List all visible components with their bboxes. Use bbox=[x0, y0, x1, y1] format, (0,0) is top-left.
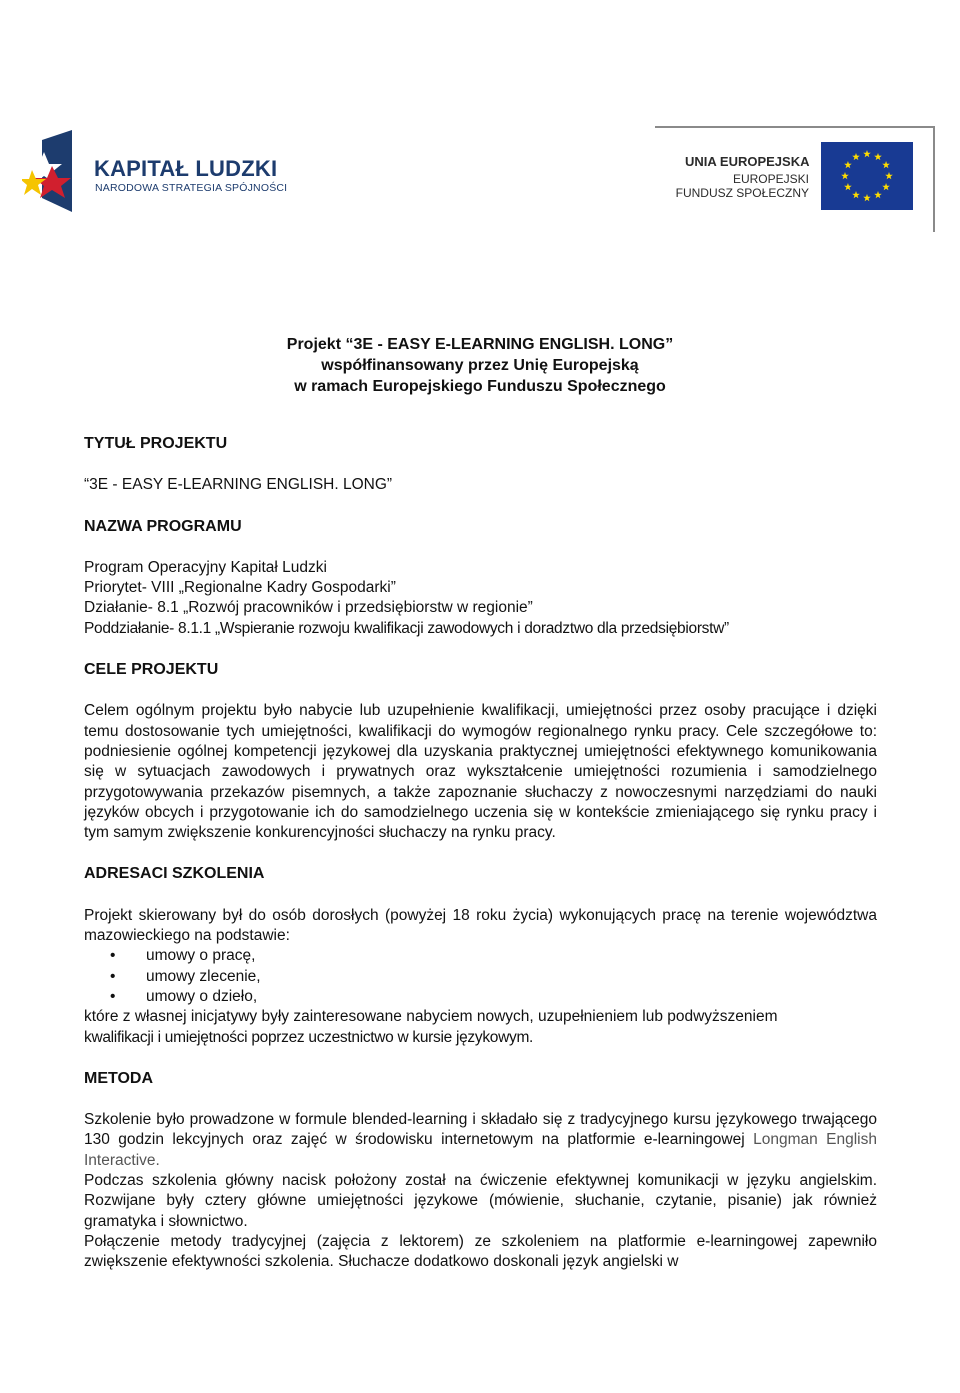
program-heading: NAZWA PROGRAMU bbox=[84, 517, 242, 535]
eu-stars-icon bbox=[821, 142, 913, 210]
eu-star-icon bbox=[882, 161, 890, 168]
audience-outro-1: które z własnej inicjatywy były zainteresowane nabyciem nowych, uzupełnieniem lub podwyższeniem bbox=[84, 1008, 778, 1026]
eu-star-icon bbox=[852, 153, 860, 160]
eu-fund-line-2: FUNDUSZ SPOŁECZNY bbox=[675, 186, 809, 200]
program-line: Działanie- 8.1 „Rozwój pracowników i przedsiębiorstw w regionie” bbox=[84, 599, 533, 617]
eu-logo bbox=[655, 126, 935, 232]
eu-title: UNIA EUROPEJSKA bbox=[685, 154, 810, 169]
kapital-ludzki-logo bbox=[22, 126, 292, 216]
eu-star-icon bbox=[874, 153, 882, 160]
method-paragraph-1-text: Szkolenie było prowadzone w formule blended-learning i składało się z tradycyjnego kursu językowego trwającego 130 godzin lekcyjnych oraz zajęć w środowisku internetowym na platformie e-learningowej bbox=[84, 1111, 877, 1149]
header-line-1: Projekt “3E - EASY E-LEARNING ENGLISH. LONG” bbox=[286, 336, 674, 353]
project-header bbox=[0, 334, 960, 397]
list-item: • umowy zlecenie, bbox=[84, 967, 877, 987]
program-line: Priorytet- VIII „Regionalne Kadry Gospodarki” bbox=[84, 579, 396, 597]
title-heading: TYTUŁ PROJEKTU bbox=[84, 435, 228, 452]
eu-star-icon bbox=[874, 191, 882, 198]
eu-flag-icon bbox=[821, 142, 913, 210]
eu-star-icon bbox=[885, 172, 893, 179]
title-value: “3E - EASY E-LEARNING ENGLISH. LONG” bbox=[84, 476, 393, 494]
eu-star-icon bbox=[863, 150, 871, 157]
eu-star-icon bbox=[844, 183, 852, 190]
header-line-2: współfinansowany przez Unię Europejską bbox=[321, 357, 639, 374]
eu-star-icon bbox=[841, 172, 849, 179]
method-paragraph-2: Podczas szkolenia główny nacisk położony został na ćwiczenie efektywnej komunikacji w języku angielskim. Rozwijane były cztery główne umiejętności językowe (mówienie, słuchanie, czytanie, pisanie) jak również gramatyka i słownictwo. bbox=[84, 1172, 877, 1230]
audience-intro: Projekt skierowany był do osób dorosłych (powyżej 18 roku życia) wykonujących pracę na terenie województwa mazowieckiego na podstawie: bbox=[84, 906, 877, 945]
document-body bbox=[84, 434, 877, 1273]
audience-list bbox=[84, 946, 877, 1007]
method-paragraph-1 bbox=[84, 1110, 877, 1171]
eu-fund-name bbox=[675, 172, 809, 200]
eu-star-icon bbox=[852, 191, 860, 198]
goals-heading: CELE PROJEKTU bbox=[84, 661, 219, 679]
method-heading: METODA bbox=[84, 1069, 154, 1087]
audience-outro-2: kwalifikacji i umiejętności poprzez uczestnictwo w kursie językowym. bbox=[84, 1028, 534, 1046]
kapital-ludzki-emblem-icon bbox=[22, 126, 82, 214]
method-paragraph-3: Połączenie metody tradycyjnej (zajęcia z lektorem) ze szkoleniem na platformie e-learningowej zapewniło zwiększenie efektywności szkolenia. Słuchacze dodatkowo doskonali język angielski w bbox=[84, 1232, 877, 1271]
list-item: • umowy o pracę, bbox=[84, 946, 877, 966]
eu-star-icon bbox=[882, 183, 890, 190]
program-line: Program Operacyjny Kapitał Ludzki bbox=[84, 558, 327, 576]
audience-heading: ADRESACI SZKOLENIA bbox=[84, 865, 265, 883]
kapital-ludzki-subtitle: NARODOWA STRATEGIA SPÓJNOŚCI bbox=[95, 182, 288, 194]
platform-name: Longman English Interactive. bbox=[84, 1131, 877, 1169]
eu-star-icon bbox=[844, 161, 852, 168]
kapital-ludzki-title: KAPITAŁ LUDZKI bbox=[94, 156, 278, 181]
program-line: Poddziałanie- 8.1.1 „Wspieranie rozwoju kwalifikacji zawodowych i doradztwo dla przedsiębiorstw” bbox=[84, 619, 729, 637]
goals-text: Celem ogólnym projektu było nabycie lub uzupełnienie kwalifikacji, umiejętności przez osoby pracujące i dzięki temu dostosowanie tych umiejętności, kwalifikacji do wymogów regionalnego rynku pracy. Cele szczegółowe to: podniesienie ogólnej kompetencji językowej dla uzyskania praktycznej umiejętności efektywnego komunikowania się w sytuacjach zawodowych i prywatnych oraz wykształcenie umiejętności rozumienia i samodzielnego przygotowywania przekazów pisemnych, a także zapoznanie słuchaczy z nowoczesnymi narzędziami do nauki języków obcych i przygotowanie ich do samodzielnego uczenia się w kontekście zmieniającego się rynku pracy i tym samym zwiększenie konkurencyjności słuchaczy na rynku pracy. bbox=[84, 702, 877, 842]
eu-fund-line-1: EUROPEJSKI bbox=[732, 172, 809, 186]
list-item: • umowy o dzieło, bbox=[84, 987, 877, 1007]
header-line-3: w ramach Europejskiego Funduszu Społecznego bbox=[294, 378, 666, 395]
eu-star-icon bbox=[863, 194, 871, 201]
